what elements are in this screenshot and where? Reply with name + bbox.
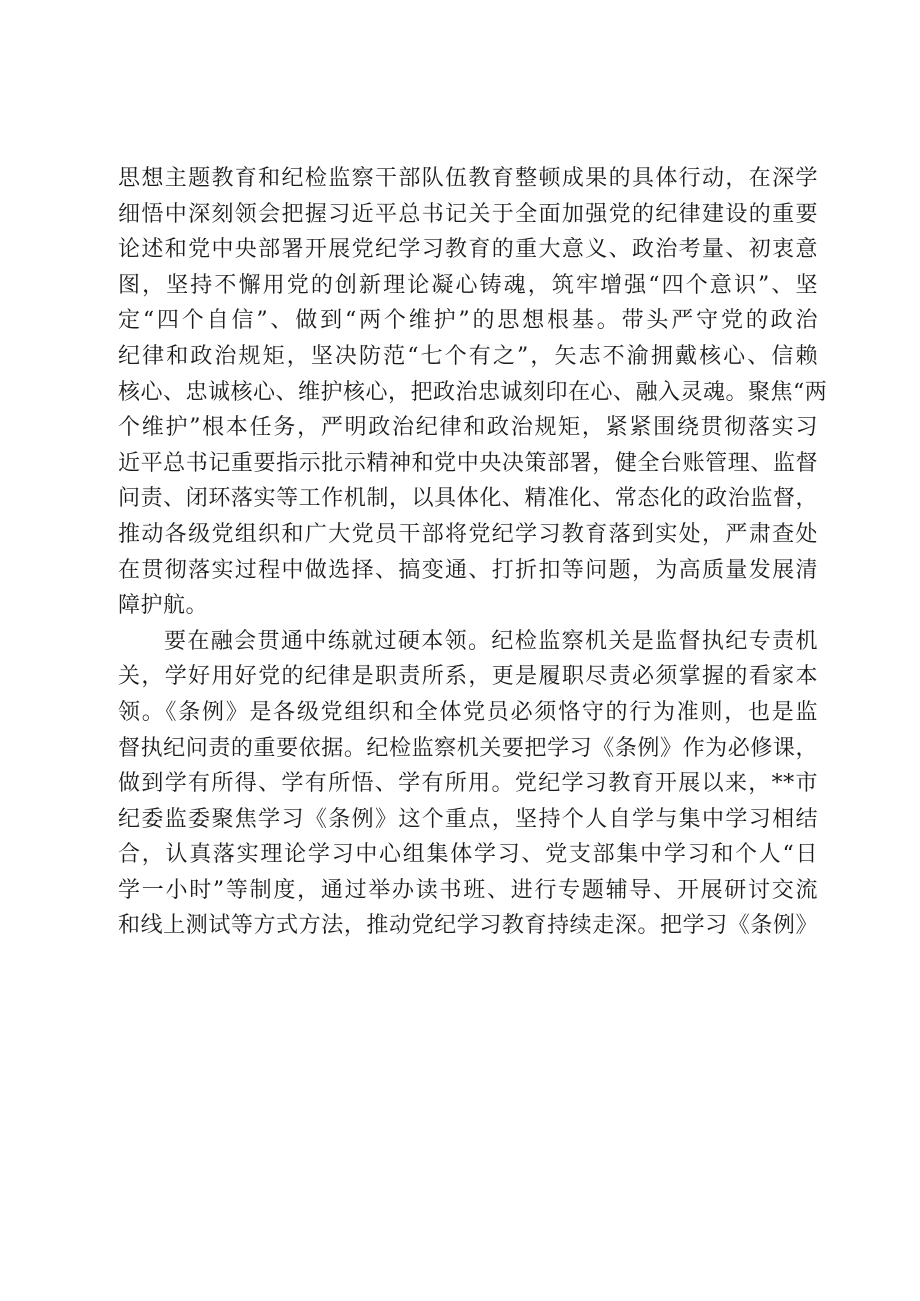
paragraph-line: 在贯彻落实过程中做选择、搞变通、打折扣等问题，为高质量发展清 — [118, 557, 818, 583]
paragraph-line: 要在融会贯通中练就过硬本领。纪检监察机关是监督执纪专责机 — [164, 628, 818, 654]
paragraph-line: 定“四个自信”、做到“两个维护”的思想根基。带头严守党的政治 — [118, 308, 818, 334]
paragraph-line: 纪委监委聚焦学习《条例》这个重点，坚持个人自学与集中学习相结 — [118, 806, 818, 832]
paragraph-line: 障护航。 — [118, 593, 209, 619]
paragraph-line: 领。《条例》是各级党组织和全体党员必须恪守的行为准则，也是监 — [118, 699, 818, 725]
paragraph-line: 纪律和政治规矩，坚决防范“七个有之”，矢志不渝拥戴核心、信赖 — [118, 343, 818, 369]
paragraph-line: 做到学有所得、学有所悟、学有所用。党纪学习教育开展以来，**市 — [118, 771, 818, 797]
paragraph-line: 督执纪问责的重要依据。纪检监察机关要把学习《条例》作为必修课， — [118, 735, 818, 761]
paragraph-line: 推动各级党组织和广大党员干部将党纪学习教育落到实处，严肃查处 — [118, 521, 818, 547]
paragraph-line: 学一小时”等制度，通过举办读书班、进行专题辅导、开展研讨交流 — [118, 877, 818, 903]
paragraph-line: 问责、闭环落实等工作机制，以具体化、精准化、常态化的政治监督， — [118, 486, 818, 512]
paragraph-1 — [118, 161, 828, 624]
paragraph-line: 合，认真落实理论学习中心组集体学习、党支部集中学习和个人“日 — [118, 842, 818, 868]
paragraph-line: 个维护”根本任务，严明政治纪律和政治规矩，紧紧围绕贯彻落实习 — [118, 415, 818, 441]
paragraph-line: 细悟中深刻领会把握习近平总书记关于全面加强党的纪律建设的重要 — [118, 201, 818, 227]
paragraph-line: 核心、忠诚核心、维护核心，把政治忠诚刻印在心、融入灵魂。聚焦“两 — [118, 379, 828, 405]
document-body — [118, 161, 828, 944]
paragraph-line: 关，学好用好党的纪律是职责所系，更是履职尽责必须掌握的看家本 — [118, 664, 818, 690]
paragraph-2 — [118, 624, 818, 944]
paragraph-line: 论述和党中央部署开展党纪学习教育的重大意义、政治考量、初衷意 — [118, 237, 818, 263]
paragraph-line: 和线上测试等方式方法，推动党纪学习教育持续走深。把学习《条例》 — [118, 913, 818, 939]
paragraph-line: 图，坚持不懈用党的创新理论凝心铸魂，筑牢增强“四个意识”、坚 — [118, 272, 818, 298]
paragraph-line: 思想主题教育和纪检监察干部队伍教育整顿成果的具体行动，在深学 — [118, 166, 818, 191]
paragraph-line: 近平总书记重要指示批示精神和党中央决策部署，健全台账管理、监督 — [118, 450, 818, 476]
